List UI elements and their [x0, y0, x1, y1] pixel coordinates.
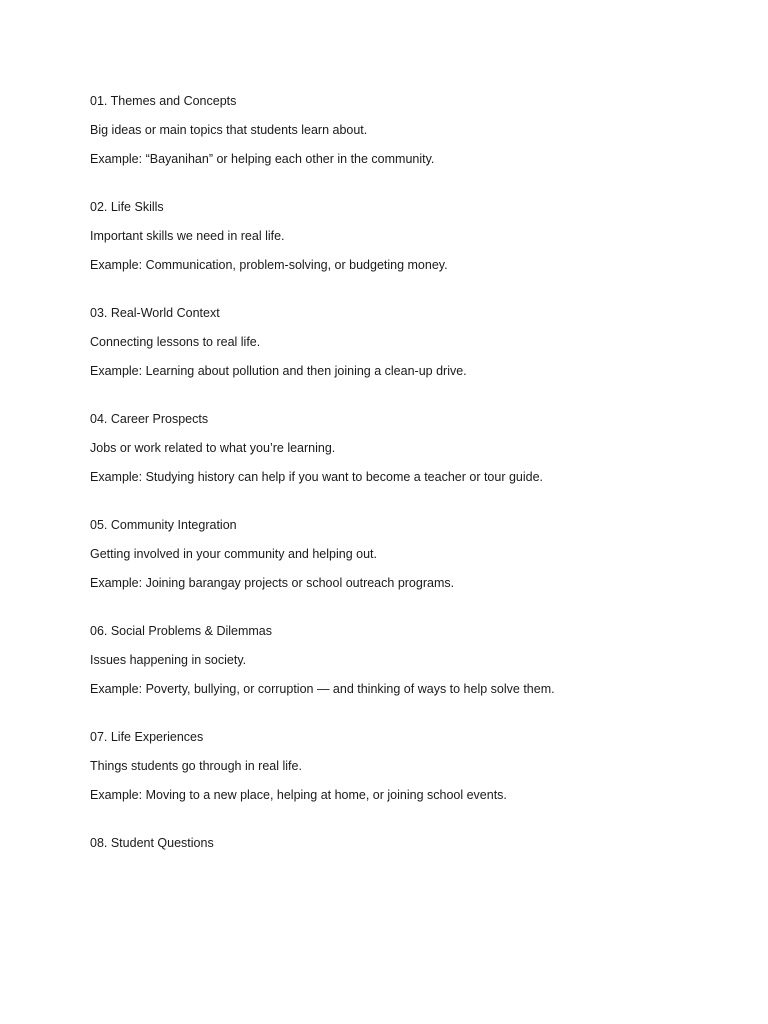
section-life-skills	[90, 198, 710, 275]
section-heading: 01. Themes and Concepts	[90, 94, 237, 108]
section-heading: 07. Life Experiences	[90, 730, 204, 744]
section-life-experiences	[90, 728, 710, 805]
section-description: Jobs or work related to what you’re learning.	[90, 441, 336, 455]
section-example: Example: Studying history can help if you want to become a teacher or tour guide.	[90, 470, 544, 484]
section-description: Big ideas or main topics that students learn about.	[90, 123, 368, 137]
section-heading: 02. Life Skills	[90, 200, 164, 214]
section-example: Example: Learning about pollution and then joining a clean-up drive.	[90, 364, 467, 378]
section-heading: 03. Real-World Context	[90, 306, 220, 320]
section-real-world-context	[90, 304, 710, 381]
section-themes-and-concepts	[90, 92, 710, 169]
section-description: Getting involved in your community and helping out.	[90, 547, 377, 561]
section-heading: 04. Career Prospects	[90, 412, 209, 426]
section-heading: 06. Social Problems & Dilemmas	[90, 624, 273, 638]
document-body	[90, 92, 710, 882]
section-description: Connecting lessons to real life.	[90, 335, 261, 349]
section-career-prospects	[90, 410, 710, 487]
section-heading: 08. Student Questions	[90, 836, 214, 850]
section-social-problems-and-dilemmas	[90, 622, 710, 699]
section-example: Example: Joining barangay projects or school outreach programs.	[90, 576, 455, 590]
section-student-questions	[90, 834, 710, 853]
section-example: Example: Moving to a new place, helping at home, or joining school events.	[90, 788, 507, 802]
section-example: Example: Communication, problem-solving, or budgeting money.	[90, 258, 448, 272]
section-description: Things students go through in real life.	[90, 759, 302, 773]
section-community-integration	[90, 516, 710, 593]
section-description: Important skills we need in real life.	[90, 229, 285, 243]
section-example: Example: Poverty, bullying, or corruption — and thinking of ways to help solve them.	[90, 682, 555, 696]
section-description: Issues happening in society.	[90, 653, 247, 667]
section-example: Example: “Bayanihan” or helping each other in the community.	[90, 152, 435, 166]
section-heading: 05. Community Integration	[90, 518, 237, 532]
